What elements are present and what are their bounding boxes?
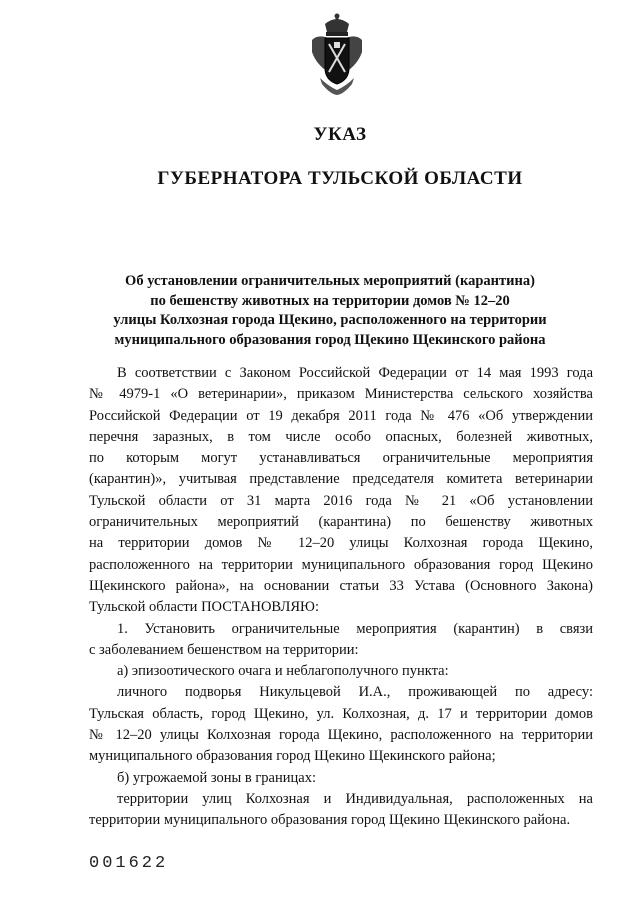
body-line: муниципального образования город Щекино Щекинского района; [89, 748, 496, 765]
subject-line: Об установлении ограничительных мероприятий (карантина) [125, 273, 535, 289]
body-line: Тульская область, город Щекино, ул. Колхозная, д. 17 и территории домов [89, 705, 593, 722]
body-line: по которым могут устанавливаться ограничительные мероприятия [89, 450, 593, 467]
document-serial-number: 001622 [89, 854, 169, 873]
body-line: территории муниципального образования город Щекино Щекинского района. [89, 812, 571, 829]
body-line: 1. Установить ограничительные мероприятия (карантин) в связи [117, 620, 593, 637]
document-body [89, 363, 593, 832]
subject-line: по бешенству животных на территории домов № 12–20 [150, 292, 510, 309]
body-line: (карантин)», учитывая представление председателя комитета ветеринарии [89, 471, 593, 488]
subject-line: улицы Колхозная города Щекино, расположенного на территории [113, 312, 547, 328]
body-line: перечня заразных, в том числе особо опасных, болезней животных, [89, 428, 593, 445]
body-line: ограничительных мероприятий (карантина) по бешенству животных [89, 514, 593, 531]
body-line: личного подворья Никульцевой И.А., проживающей по адресу: [117, 684, 593, 701]
document-subject [80, 272, 580, 350]
body-line: расположенного на территории муниципального образования город Щекино [89, 556, 593, 573]
document-authority: ГУБЕРНАТОРА ТУЛЬСКОЙ ОБЛАСТИ [157, 168, 523, 189]
body-line: б) угрожаемой зоны в границах: [117, 769, 316, 786]
body-line: Тульской области от 31 марта 2016 года № 21 «Об установлении [89, 492, 593, 509]
body-line: на территории домов № 12–20 улицы Колхозная города Щекино, [89, 535, 593, 552]
body-line: Тульской области ПОСТАНОВЛЯЮ: [89, 599, 319, 616]
subject-line: муниципального образования город Щекино Щекинского района [114, 331, 546, 348]
body-line: а) эпизоотического очага и неблагополучного пункта: [117, 663, 449, 680]
body-line: № 12–20 улицы Колхозная города Щекино, расположенного на территории [89, 727, 593, 744]
body-line: территории улиц Колхозная и Индивидуальная, расположенных на [117, 790, 593, 807]
document-title: УКАЗ [313, 124, 367, 145]
tula-coat-of-arms-icon [308, 12, 366, 96]
body-line: с заболеванием бешенством на территории: [89, 641, 359, 658]
body-line: Щекинского района», на основании статьи 33 Устава (Основного Закона) [89, 577, 593, 594]
body-line: В соответствии с Законом Российской Федерации от 14 мая 1993 года [117, 365, 593, 381]
body-line: Российской Федерации от 19 декабря 2011 года № 476 «Об утверждении [89, 407, 593, 424]
body-line: № 4979-1 «О ветеринарии», приказом Министерства сельского хозяйства [89, 386, 593, 403]
